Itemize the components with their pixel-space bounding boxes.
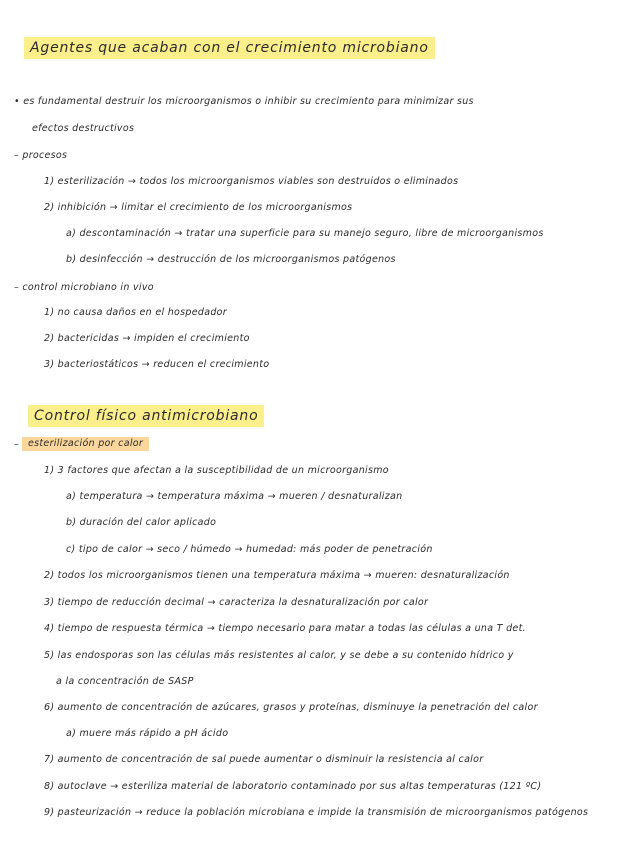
subheading-dash: – <box>14 439 20 450</box>
numbered-item: 4) tiempo de respuesta térmica → tiempo necesario para matar a todas las células a una T det. <box>44 623 526 634</box>
numbered-item: 6) aumento de concentración de azúcares, grasos y proteínas, disminuye la penetración del calor <box>44 702 538 713</box>
numbered-item: 2) inhibición → limitar el crecimiento de los microorganismos <box>44 202 353 213</box>
numbered-item: 1) 3 factores que afectan a la susceptibilidad de un microorganismo <box>44 465 389 476</box>
numbered-item: 1) no causa daños en el hospedador <box>44 307 227 318</box>
bullet-line: • es fundamental destruir los microorganismos o inhibir su crecimiento para minimizar sus <box>14 96 474 107</box>
lettered-item: c) tipo de calor → seco / húmedo → humedad: más poder de penetración <box>66 544 433 555</box>
numbered-item: 3) bacteriostáticos → reducen el crecimiento <box>44 359 270 370</box>
text-line: a la concentración de SASP <box>56 676 194 687</box>
lettered-item: b) desinfección → destrucción de los microorganismos patógenos <box>66 254 396 265</box>
lettered-item: a) temperatura → temperatura máxima → mueren / desnaturalizan <box>66 491 403 502</box>
bullet-line: – control microbiano in vivo <box>14 282 154 293</box>
lettered-item: a) muere más rápido a pH ácido <box>66 728 229 739</box>
numbered-item: 1) esterilización → todos los microorganismos viables son destruidos o eliminados <box>44 176 459 187</box>
numbered-item: 5) las endosporas son las células más resistentes al calor, y se debe a su contenido hídrico y <box>44 650 514 661</box>
numbered-item: 2) bactericidas → impiden el crecimiento <box>44 333 250 344</box>
text-line: efectos destructivos <box>32 123 135 134</box>
section-title-1: Agentes que acaban con el crecimiento microbiano <box>24 37 435 59</box>
lettered-item: a) descontaminación → tratar una superficie para su manejo seguro, libre de microorganismos <box>66 228 544 239</box>
lettered-item: b) duración del calor aplicado <box>66 517 217 528</box>
bullet-line: – procesos <box>14 150 68 161</box>
section-title-2: Control físico antimicrobiano <box>28 405 264 427</box>
numbered-item: 7) aumento de concentración de sal puede aumentar o disminuir la resistencia al calor <box>44 754 484 765</box>
numbered-item: 2) todos los microorganismos tienen una temperatura máxima → mueren: desnaturalización <box>44 570 510 581</box>
numbered-item: 8) autoclave → esteriliza material de laboratorio contaminado por sus altas temperaturas (121 ºC) <box>44 781 542 792</box>
numbered-item: 9) pasteurización → reduce la población microbiana e impide la transmisión de microorganismos patógenos <box>44 807 589 818</box>
numbered-item: 3) tiempo de reducción decimal → caracteriza la desnaturalización por calor <box>44 597 429 608</box>
subheading: esterilización por calor <box>22 437 149 451</box>
